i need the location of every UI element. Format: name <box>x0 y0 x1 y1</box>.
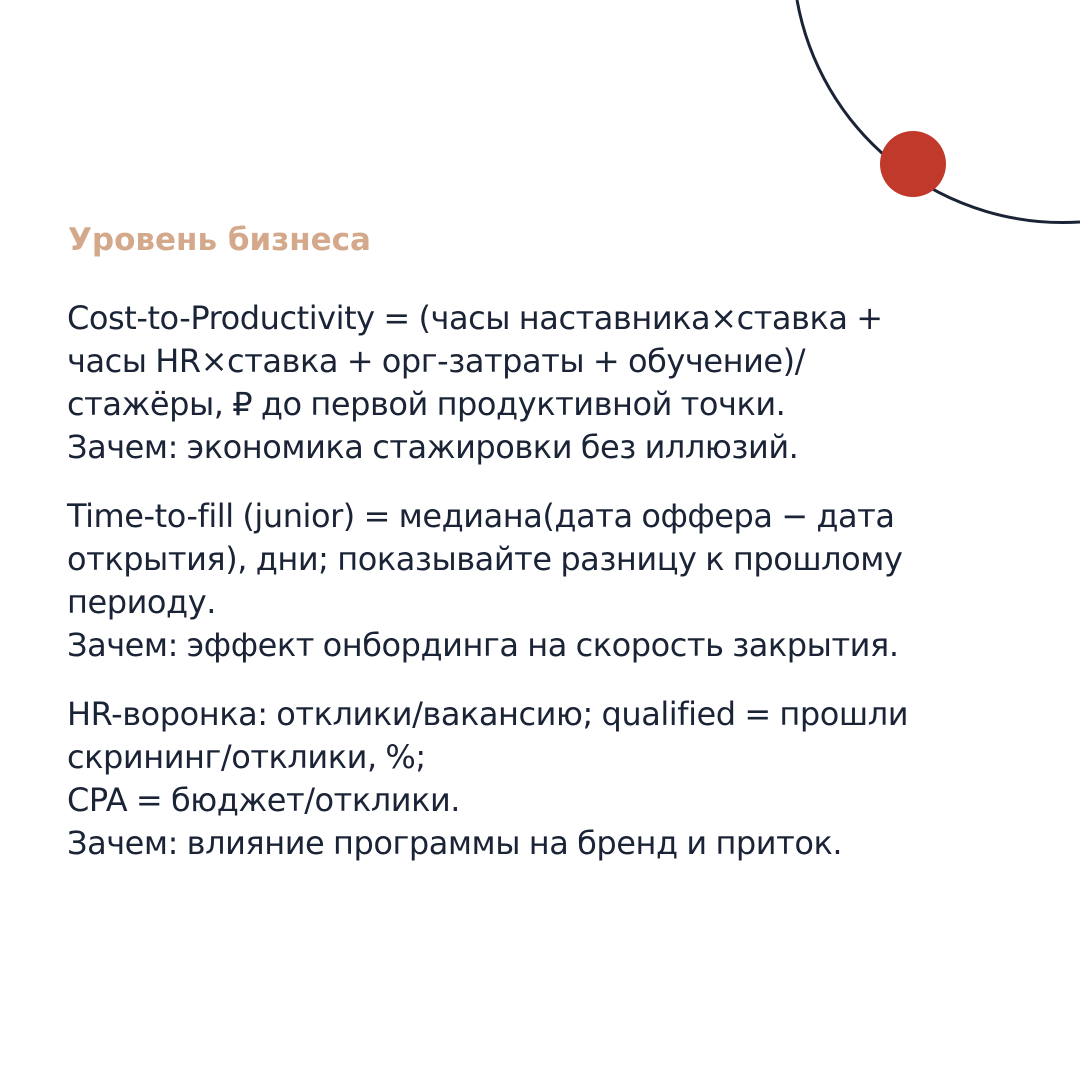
metric-line: периоду. <box>67 583 216 621</box>
metric-line: стажёры, ₽ до первой продуктивной точки. <box>67 385 786 423</box>
metric-why-line <box>67 624 1027 667</box>
metric-line: открытия), дни; показывайте разницу к прошлому <box>67 540 903 578</box>
metric-term: HR-воронка: <box>67 695 268 733</box>
why-label: Зачем: <box>67 428 178 466</box>
why-text: эффект онбординга на скорость закрытия. <box>177 626 899 664</box>
metric-block-hr-funnel <box>67 693 1027 865</box>
metric-line: CPA = бюджет/отклики. <box>67 781 461 819</box>
metric-block-cost-to-productivity <box>67 297 1027 469</box>
metric-term: Cost-to-Productivity <box>67 299 375 337</box>
why-text: экономика стажировки без иллюзий. <box>177 428 799 466</box>
metric-line <box>67 495 1027 538</box>
metric-block-time-to-fill <box>67 495 1027 667</box>
metric-formula: отклики/вакансию; qualified = прошли <box>267 695 909 733</box>
why-label: Зачем: <box>67 824 178 862</box>
decorative-arc <box>797 0 1080 223</box>
metric-line <box>67 693 1027 736</box>
why-text: влияние программы на бренд и приток. <box>177 824 843 862</box>
metrics-content <box>67 297 1027 865</box>
metric-line: часы HR×ставка + орг-затраты + обучение)/ <box>67 342 806 380</box>
metric-line <box>67 297 1027 340</box>
section-title: Уровень бизнеса <box>68 222 371 258</box>
metric-term: Time-to-fill (junior) <box>67 497 355 535</box>
why-label: Зачем: <box>67 626 178 664</box>
metric-why-line <box>67 426 1027 469</box>
metric-why-line <box>67 822 1027 865</box>
metric-line: скрининг/отклики, %; <box>67 738 426 776</box>
accent-dot <box>880 131 946 197</box>
metric-formula: = медиана(дата оффера − дата <box>354 497 895 535</box>
metric-formula: = (часы наставника×ставка + <box>374 299 883 337</box>
